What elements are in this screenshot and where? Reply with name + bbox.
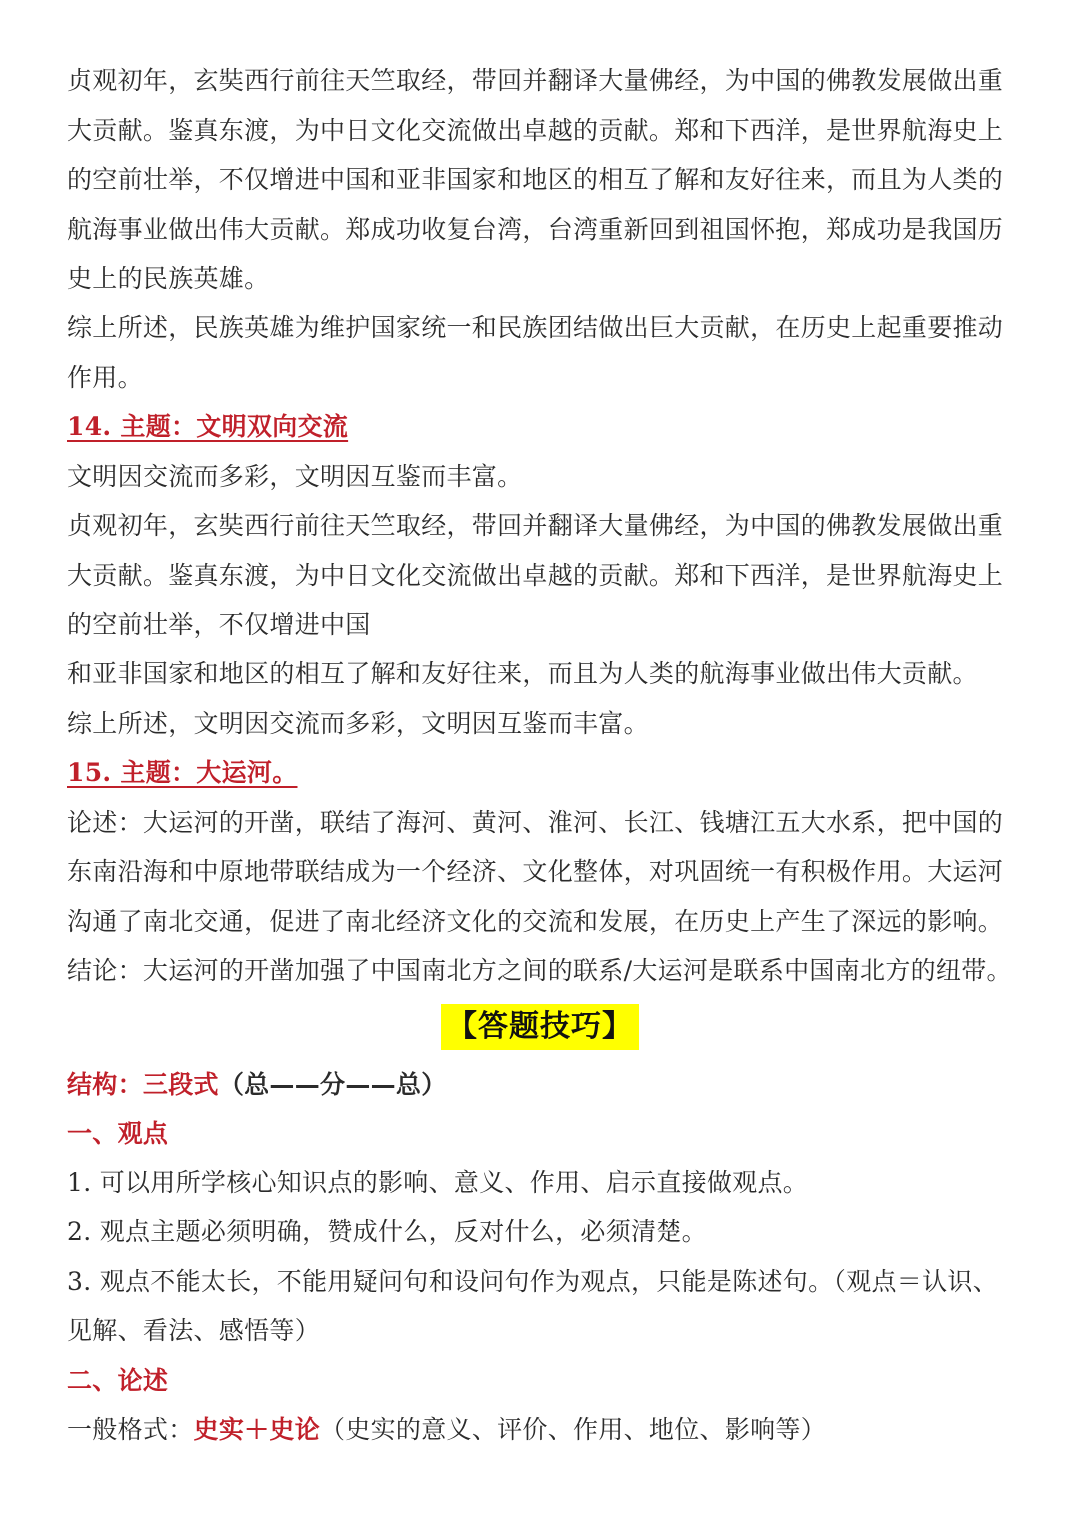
para1-line-3: 的空前壮举，不仅增进中国和亚非国家和地区的相互了解和友好往来，而且为人类的 [67,165,1004,194]
section14-intro: 文明因交流而多彩，文明因互鉴而丰富。 [67,462,523,491]
format-line [67,1413,826,1447]
format-detail: （史实的意义、评价、作用、地位、影响等） [320,1415,827,1444]
argument-heading: 二、论述 [67,1366,169,1395]
structure-line [67,1068,447,1102]
summary1-line-1: 综上所述，民族英雄为维护国家统一和民族团结做出巨大贡献，在历史上起重要推动 [67,313,1004,342]
para1-line-1: 贞观初年，玄奘西行前往天竺取经，带回并翻译大量佛经，为中国的佛教发展做出重 [67,66,1004,95]
viewpoint-item-2: 2. 观点主题必须明确，赞成什么，反对什么，必须清楚。 [67,1217,707,1246]
format-prefix: 一般格式： [67,1415,194,1444]
para1-line-2: 大贡献。鉴真东渡，为中日文化交流做出卓越的贡献。郑和下西洋，是世界航海史上 [67,116,1004,145]
viewpoint-item-1: 1. 可以用所学核心知识点的影响、意义、作用、启示直接做观点。 [67,1168,809,1197]
para1-line-4: 航海事业做出伟大贡献。郑成功收复台湾，台湾重新回到祖国怀抱，郑成功是我国历 [67,215,1004,244]
format-key: 史实＋史论 [193,1415,321,1444]
section15-line-4: 结论：大运河的开凿加强了中国南北方之间的联系/大运河是联系中国南北方的纽带。 [67,956,1012,985]
section15-line-2: 东南沿海和中原地带联结成为一个经济、文化整体，对巩固统一有积极作用。大运河 [67,857,1004,886]
viewpoint-item-3: 3. 观点不能太长，不能用疑问句和设问句作为观点，只能是陈述句。（观点＝认识、 [67,1267,999,1296]
structure-label: 结构：三段式 [67,1070,219,1099]
section14-summary: 综上所述，文明因交流而多彩，文明因互鉴而丰富。 [67,709,649,738]
viewpoint-item-3-cont: 见解、看法、感悟等） [67,1316,321,1345]
section15-line-1: 论述：大运河的开凿，联结了海河、黄河、淮河、长江、钱塘江五大水系，把中国的 [67,808,1004,837]
structure-detail: （总——分——总） [218,1070,447,1099]
section14-line-3: 的空前壮举，不仅增进中国 [67,610,371,639]
section15-line-3: 沟通了南北交通，促进了南北经济文化的交流和发展，在历史上产生了深远的影响。 [67,907,1004,936]
para1-line-5: 史上的民族英雄。 [67,264,270,293]
viewpoint-heading: 一、观点 [67,1119,169,1148]
section14-line-2: 大贡献。鉴真东渡，为中日文化交流做出卓越的贡献。郑和下西洋，是世界航海史上 [67,561,1004,590]
section15-heading: 15. 主题：大运河。 [67,758,298,787]
summary1-line-2: 作用。 [67,363,143,392]
tips-banner: 【答题技巧】 [441,1004,639,1050]
section14-heading: 14. 主题：文明双向交流 [67,412,349,441]
section14-line-4: 和亚非国家和地区的相互了解和友好往来，而且为人类的航海事业做出伟大贡献。 [67,659,978,688]
section14-line-1: 贞观初年，玄奘西行前往天竺取经，带回并翻译大量佛经，为中国的佛教发展做出重 [67,511,1004,540]
